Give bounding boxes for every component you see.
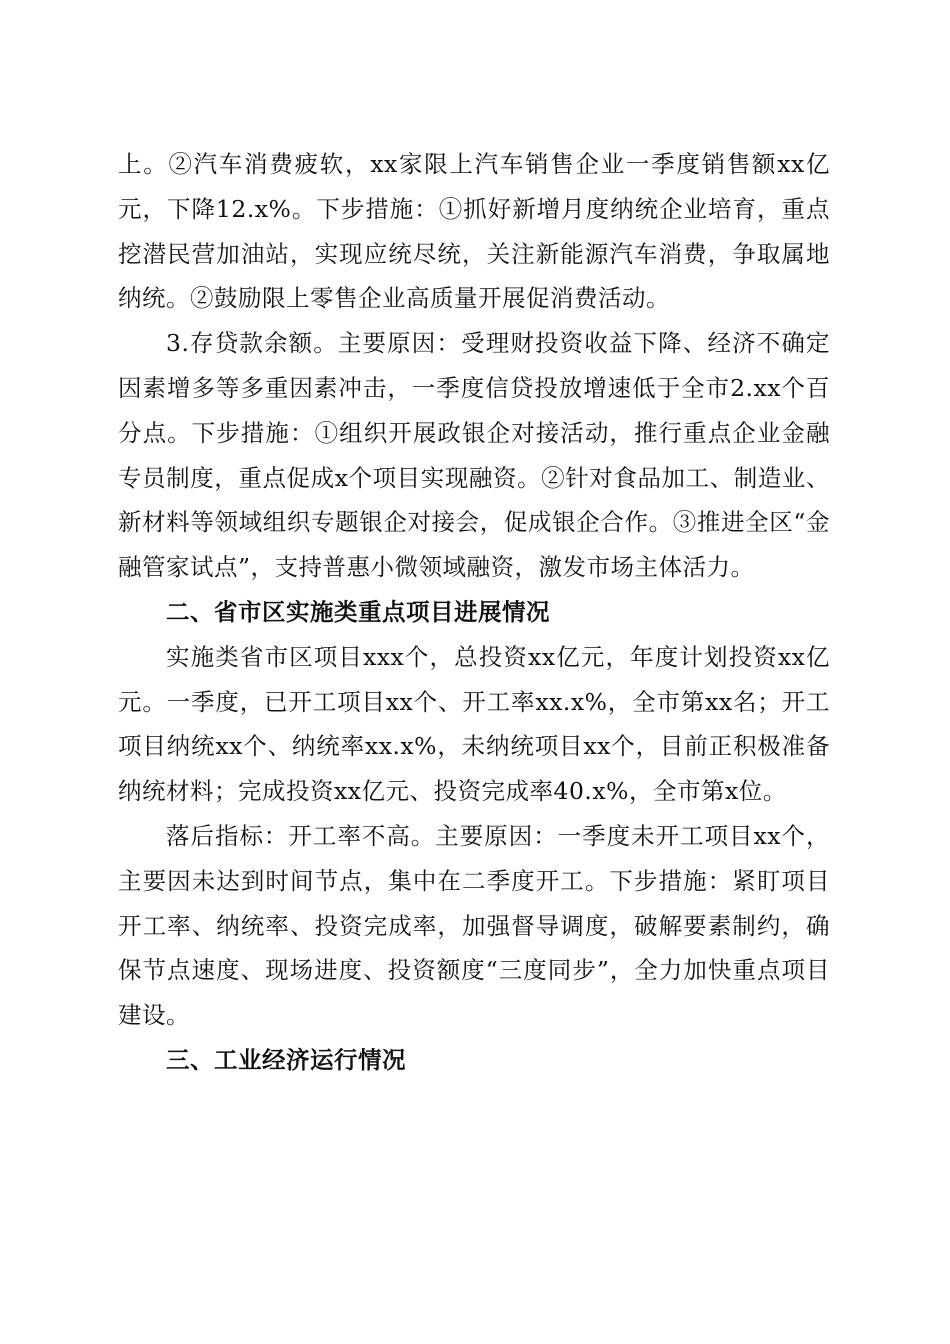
paragraph-deposits-loans: 3.存贷款余额。主要原因：受理财投资收益下降、经济不确定因素增多等多重因素冲击，一季度信贷投放增速低于全市2.xx个百分点。下步措施：①组织开展政银企对接活动，推行重点企业金融专员制度，重点促成x个项目实现融资。②针对食品加工、制造业、新材料等领域组织专题银企对接会，促成银企合作。③推进全区“金融管家试点”，支持普惠小微领域融资，激发市场主体活力。 <box>118 329 830 582</box>
paragraph-retail-continued: 上。②汽车消费疲软，xx家限上汽车销售企业一季度销售额xx亿元，下降12.x%。下步措施：①抓好新增月度纳统企业培育，重点挖潜民营加油站，实现应统尽统，关注新能源汽车消费，争取属地纳统。②鼓励限上零售企业高质量开展促消费活动。 <box>118 150 830 313</box>
paragraph-lagging-indicators: 落后指标：开工率不高。主要原因：一季度未开工项目xx个，主要因未达到时间节点，集中在二季度开工。下步措施：紧盯项目开工率、纳统率、投资完成率，加强督导调度，破解要素制约，确保节点速度、现场进度、投资额度“三度同步”，全力加快重点项目建设。 <box>118 821 830 1030</box>
document-body <box>118 142 830 1083</box>
section-heading-industrial-economy: 三、工业经济运行情况 <box>166 1045 406 1074</box>
paragraph-projects-overview: 实施类省市区项目xxx个，总投资xx亿元，年度计划投资xx亿元。一季度，已开工项目xx个、开工率xx.x%，全市第xx名；开工项目纳统xx个、纳统率xx.x%，未纳统项目xx个，目前正积极准备纳统材料；完成投资xx亿元、投资完成率40.x%，全市第x位。 <box>118 642 830 806</box>
section-heading-key-projects: 二、省市区实施类重点项目进展情况 <box>166 597 550 626</box>
